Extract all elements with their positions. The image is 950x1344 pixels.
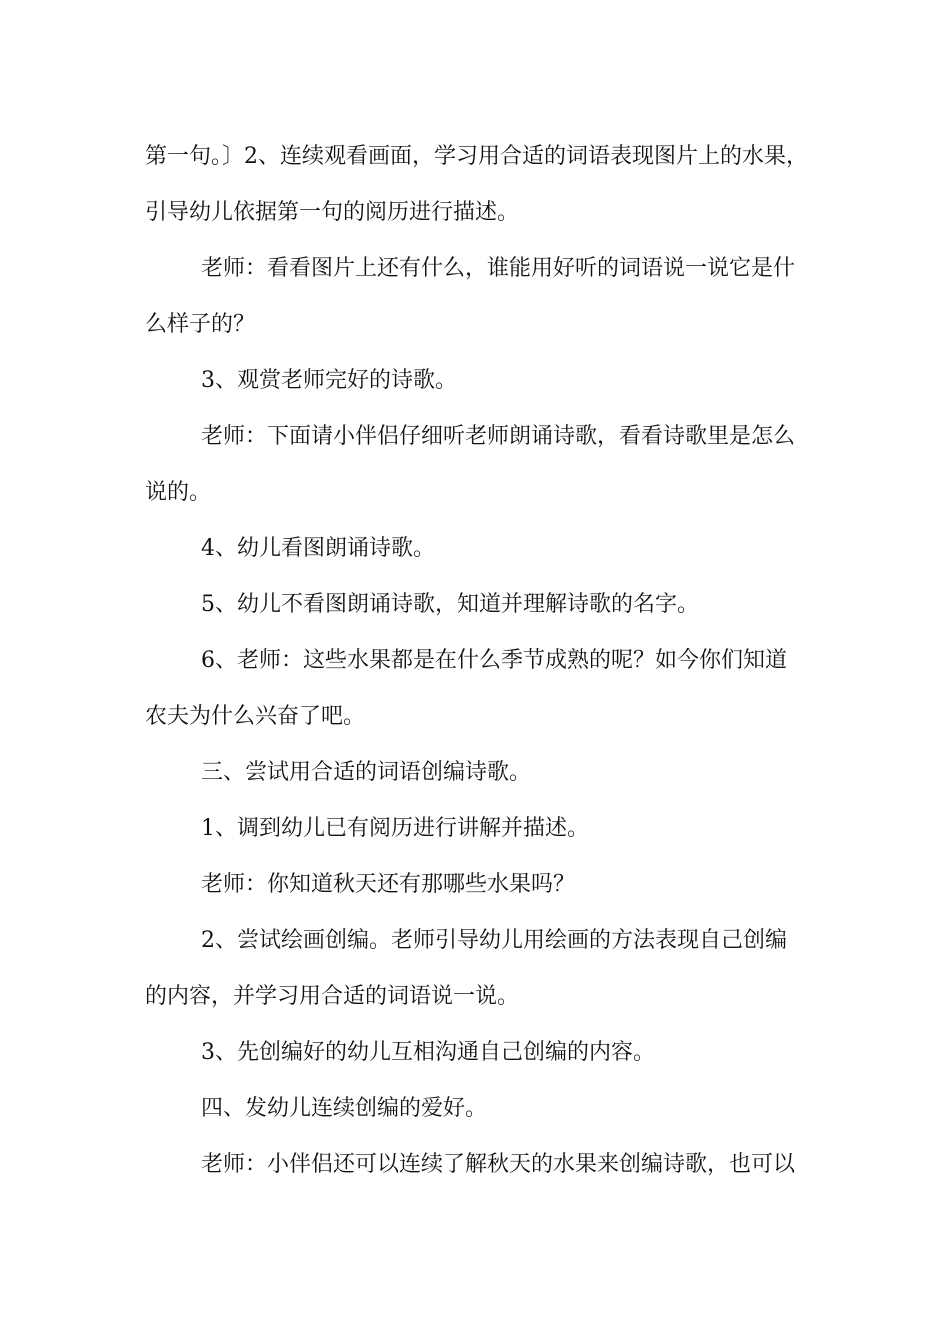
document-body [145, 129, 810, 1193]
paragraph-line: 的内容，并学习用合适的词语说一说。 [145, 984, 520, 1009]
paragraph-line: 4、幼儿看图朗诵诗歌。 [201, 536, 435, 561]
paragraph-line: 5、幼儿不看图朗诵诗歌，知道并理解诗歌的名字。 [201, 592, 699, 617]
paragraph-line: 老师：看看图片上还有什么，谁能用好听的词语说一说它是什 [201, 256, 796, 281]
paragraph-line: 引导幼儿依据第一句的阅历进行描述。 [145, 200, 520, 225]
section-heading: 三、尝试用合适的词语创编诗歌。 [201, 760, 532, 785]
paragraph-line: 老师：下面请小伴侣仔细听老师朗诵诗歌，看看诗歌里是怎么 [201, 424, 796, 449]
paragraph-line: 2、尝试绘画创编。老师引导幼儿用绘画的方法表现自己创编 [201, 928, 787, 953]
paragraph-line: 3、观赏老师完好的诗歌。 [201, 368, 457, 393]
paragraph-line: 说的。 [145, 480, 212, 505]
paragraph-line: 第一句。〕2、连续观看画面，学习用合适的词语表现图片上的水果， [145, 144, 808, 169]
section-heading: 四、发幼儿连续创编的爱好。 [201, 1096, 488, 1121]
paragraph-line: 农夫为什么兴奋了吧。 [145, 704, 366, 729]
paragraph-line: 1、调到幼儿已有阅历进行讲解并描述。 [201, 816, 589, 841]
paragraph-line: 么样子的？ [145, 312, 256, 337]
paragraph-line: 6、老师：这些水果都是在什么季节成熟的呢？如今你们知道 [201, 648, 787, 673]
paragraph-line: 老师：你知道秋天还有那哪些水果吗？ [201, 872, 576, 897]
paragraph-line: 3、先创编好的幼儿互相沟通自己创编的内容。 [201, 1040, 655, 1065]
paragraph-line: 老师：小伴侣还可以连续了解秋天的水果来创编诗歌，也可以 [201, 1152, 796, 1177]
